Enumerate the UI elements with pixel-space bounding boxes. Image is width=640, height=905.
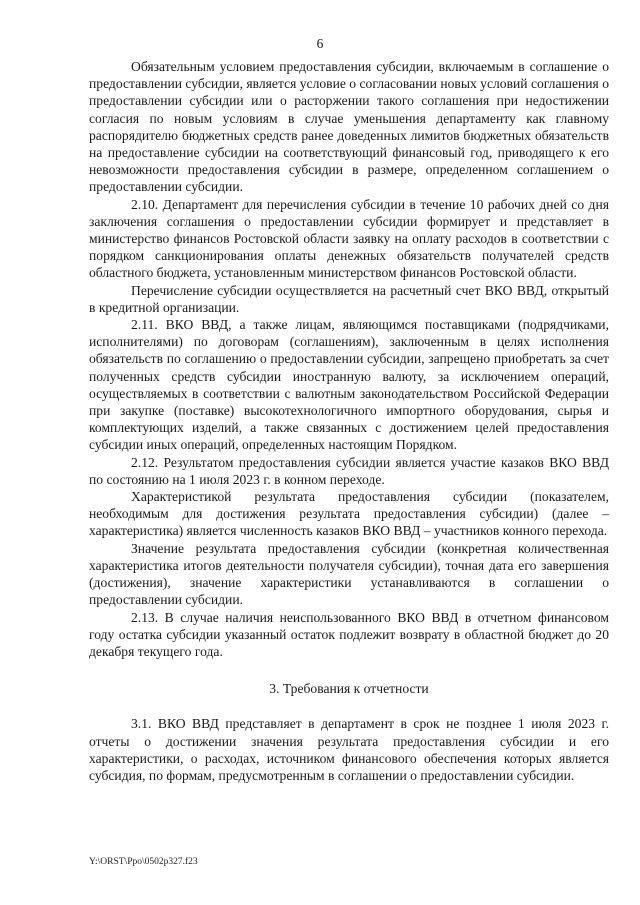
- paragraph-subsidy-condition: Обязательным условием предоставления субсидии, включаемым в соглашение о предоставлении субсидии, является условие о согласовании новых условий соглашения о предоставлении субсидии или о расторжении такого соглашения при недостижении согласия по новым условиям в случае уменьшения департаменту как главному распорядителю бюджетных средств ранее доведенных лимитов бюджетных обязательств на предоставление субсидии на соответствующий финансовый год, приводящего к его невозможности предоставления субсидии в размере, определенном соглашением о предоставлении субсидии.: [89, 59, 609, 195]
- paragraph-2-12: 2.12. Результатом предоставления субсидии является участие казаков ВКО ВВД по состоянию на 1 июля 2023 г. в конном переходе.: [89, 454, 609, 487]
- paragraph-3-1: 3.1. ВКО ВВД представляет в департамент в срок не позднее 1 июля 2023 г. отчеты о достижении значения результата предоставления субсидии и его характеристики, о расходах, источником финансового обеспечения которых является субсидия, по формам, предусмотренным в соглашении о предоставлении субсидии.: [89, 716, 609, 783]
- document-body: [89, 58, 609, 784]
- paragraph-transfer: Перечисление субсидии осуществляется на расчетный счет ВКО ВВД, открытый в кредитной организации.: [89, 282, 609, 315]
- footer-file-path: Y:\ORST\Ppo\0502p327.f23: [89, 857, 198, 867]
- paragraph-2-11: 2.11. ВКО ВВД, а также лицам, являющимся поставщиками (подрядчиками, исполнителями) по договорам (соглашениям), заключенным в целях исполнения обязательств по соглашению о предоставлении субсидии, запрещено приобретать за счет полученных средств субсидии иностранную валюту, за исключением операций, осуществляемых в соответствии с валютным законодательством Российской Федерации при закупке (поставке) высокотехнологичного импортного оборудования, сырья и комплектующих изделий, а также связанных с достижением целей предоставления субсидии иных операций, определенных настоящим Порядком.: [89, 317, 609, 453]
- page-number: 6: [316, 36, 324, 51]
- paragraph-2-10: 2.10. Департамент для перечисления субсидии в течение 10 рабочих дней со дня заключения соглашения о предоставлении субсидии формирует и представляет в министерство финансов Ростовской области заявку на оплату расходов в соответствии с порядком санкционирования оплаты денежных обязательств получателей средств областного бюджета, установленным министерством финансов Ростовской области.: [89, 196, 609, 281]
- paragraph-2-13: 2.13. В случае наличия неиспользованного ВКО ВВД в отчетном финансовом году остатка субсидии указанный остаток подлежит возврату в областной бюджет до 20 декабря текущего года.: [89, 609, 609, 659]
- paragraph-characteristic: Характеристикой результата предоставления субсидии (показателем, необходимым для достижения результата предоставления субсидии) (далее – характеристика) является численность казаков ВКО ВВД – участников конного перехода.: [89, 489, 609, 539]
- paragraph-result-value: Значение результата предоставления субсидии (конкретная количественная характеристика итогов деятельности получателя субсидии), точная дата его завершения (достижения), значение характеристики устанавливаются в соглашении о предоставлении субсидии.: [89, 540, 609, 608]
- section-title: 3. Требования к отчетности: [269, 681, 429, 697]
